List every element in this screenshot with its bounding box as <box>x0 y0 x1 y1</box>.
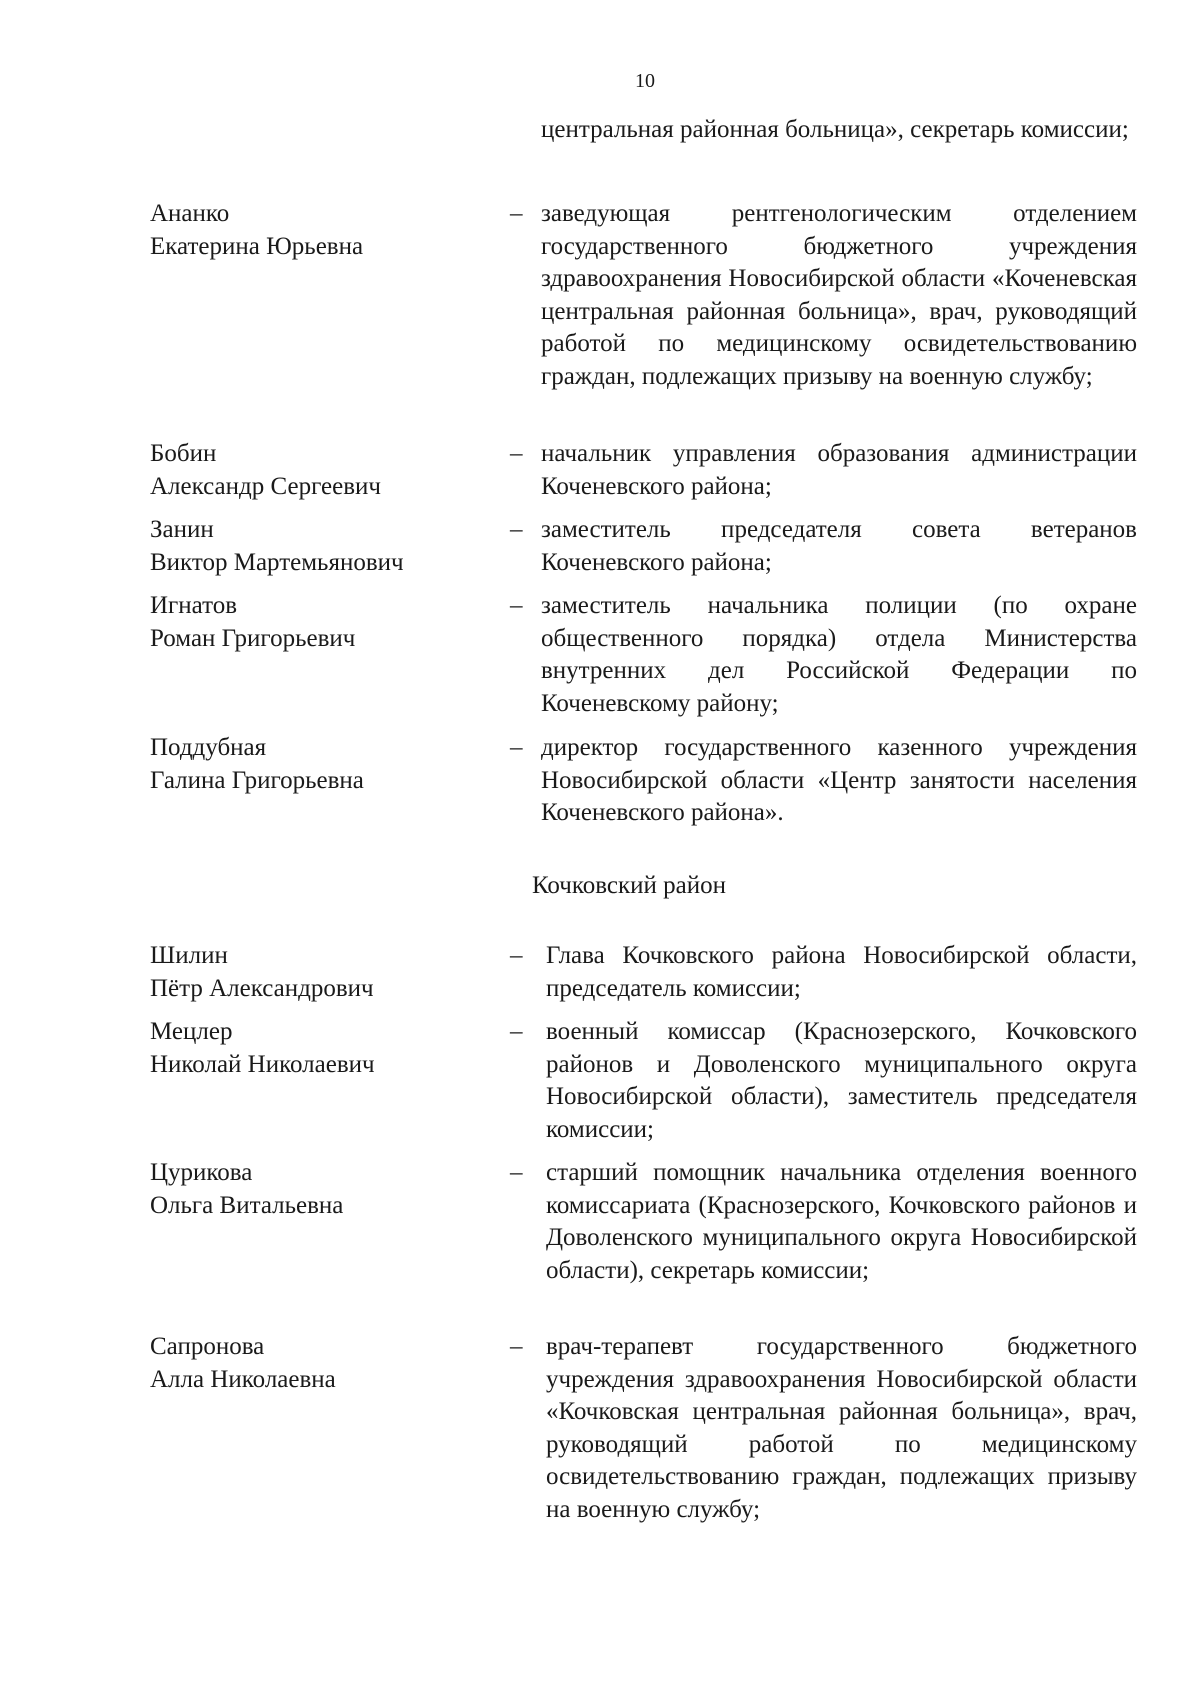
dash-separator: – <box>510 1159 523 1186</box>
member-name <box>150 1331 490 1396</box>
member-surname: Бобин <box>150 440 217 467</box>
member-surname: Цурикова <box>150 1159 253 1186</box>
member-description: заместитель начальника полиции (по охране общественного порядка) отдела Министерства внутренних дел Российской Федерации по Коченевскому району; <box>541 592 1137 717</box>
member-surname: Мецлер <box>150 1018 233 1045</box>
member-given-name: Екатерина Юрьевна <box>150 232 364 260</box>
member-given-name: Александр Сергеевич <box>150 472 381 500</box>
member-name <box>150 1157 490 1222</box>
dash-separator: – <box>510 942 523 969</box>
member-given-name: Виктор Мартемьянович <box>150 548 404 576</box>
member-given-name: Галина Григорьевна <box>150 766 364 794</box>
member-surname: Шилин <box>150 942 228 969</box>
dash-separator: – <box>510 440 523 467</box>
member-given-name: Роман Григорьевич <box>150 624 356 652</box>
member-description: заведующая рентгенологическим отделением государственного бюджетного учреждения здравоохранения Новосибирской области «Коченевская центральная районная больница», врач, руководящий работой по медицинскому освидетельствованию граждан, подлежащих призыву на военную службу; <box>541 200 1137 390</box>
member-description: директор государственного казенного учреждения Новосибирской области «Центр занятости населения Коченевского района». <box>541 734 1137 826</box>
member-given-name: Николай Николаевич <box>150 1050 375 1078</box>
continuation-text: центральная районная больница», секретарь комиссии; <box>541 116 1129 143</box>
dash-separator: – <box>510 592 523 619</box>
dash-separator: – <box>510 1333 523 1360</box>
member-name <box>150 438 490 503</box>
member-surname: Ананко <box>150 200 230 227</box>
dash-separator: – <box>510 200 523 227</box>
member-surname: Занин <box>150 516 214 543</box>
section-heading: Кочковский район <box>532 872 726 899</box>
member-surname: Сапронова <box>150 1333 265 1360</box>
member-description: Глава Кочковского района Новосибирской области, председатель комиссии; <box>546 942 1137 1002</box>
member-name <box>150 732 490 797</box>
dash-separator: – <box>510 734 523 761</box>
member-description: военный комиссар (Краснозерского, Кочковского районов и Доволенского муниципального округа Новосибирской области), заместитель председателя комиссии; <box>546 1018 1137 1143</box>
page-number: 10 <box>635 70 655 92</box>
member-name <box>150 590 490 655</box>
member-surname: Поддубная <box>150 734 267 761</box>
member-description: врач-терапевт государственного бюджетного учреждения здравоохранения Новосибирской области «Кочковская центральная районная больница», врач, руководящий работой по медицинскому освидетельствованию граждан, подлежащих призыву на военную службу; <box>546 1333 1137 1523</box>
member-description: заместитель председателя совета ветеранов Коченевского района; <box>541 516 1137 576</box>
member-description: начальник управления образования администрации Коченевского района; <box>541 440 1137 500</box>
dash-separator: – <box>510 516 523 543</box>
member-name <box>150 198 490 263</box>
member-name <box>150 1016 490 1081</box>
member-given-name: Алла Николаевна <box>150 1365 336 1393</box>
member-given-name: Пётр Александрович <box>150 974 374 1002</box>
member-given-name: Ольга Витальевна <box>150 1191 344 1219</box>
member-surname: Игнатов <box>150 592 238 619</box>
member-name <box>150 514 490 579</box>
member-description: старший помощник начальника отделения военного комиссариата (Краснозерского, Кочковского районов и Доволенского муниципального округа Новосибирской области), секретарь комиссии; <box>546 1159 1137 1284</box>
member-name <box>150 940 490 1005</box>
dash-separator: – <box>510 1018 523 1045</box>
